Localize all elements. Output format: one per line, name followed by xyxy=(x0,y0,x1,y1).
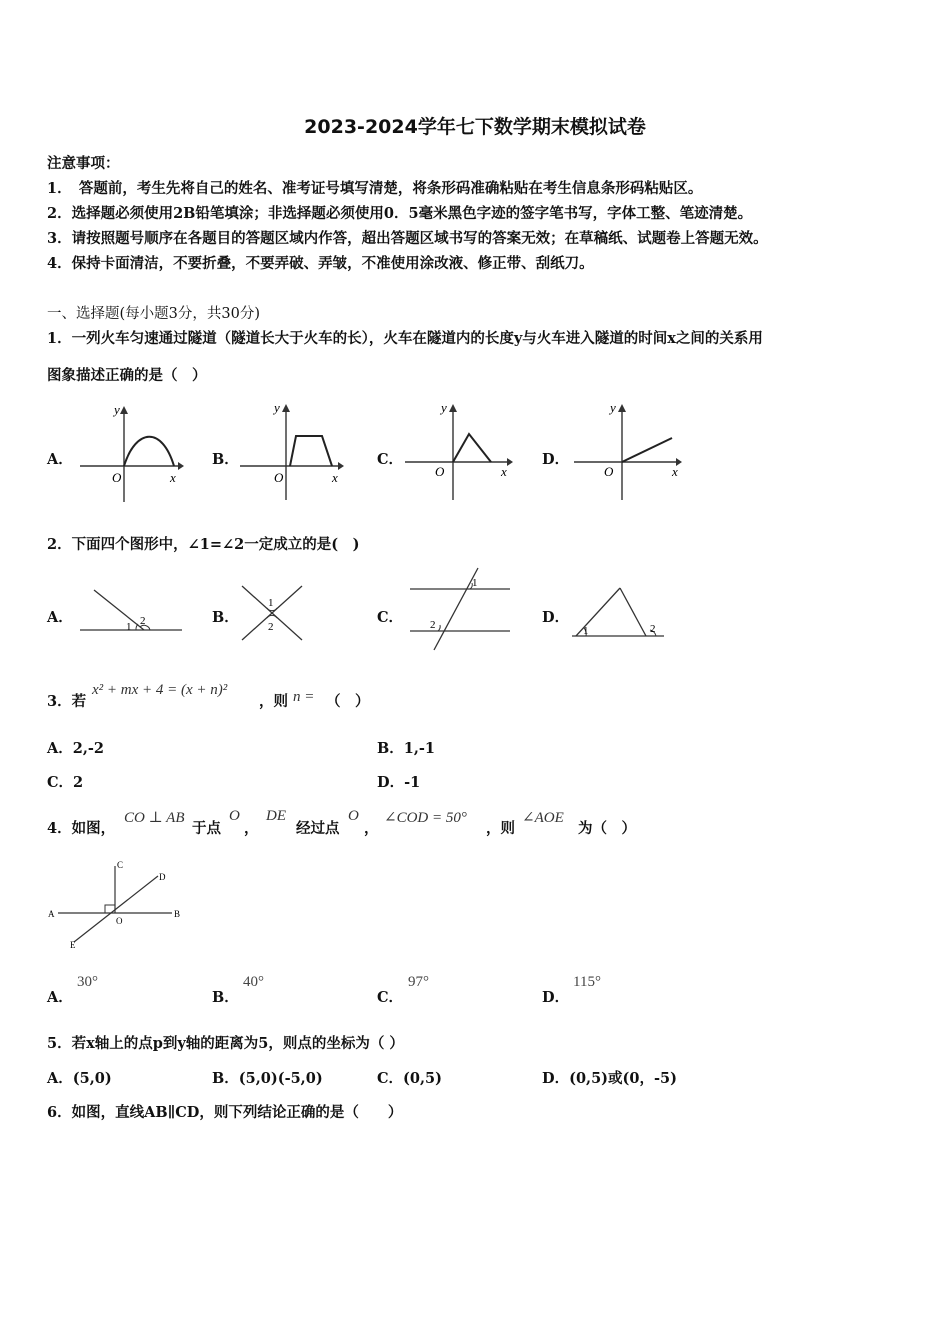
q4-text: 于点 xyxy=(192,820,221,837)
notice-item: 2．选择题必须使用2B铅笔填涂；非选择题必须使用0．5毫米黑色字迹的签字笔书写，字体工整、笔迹清楚。 xyxy=(47,205,753,222)
q4-text: 为（ ） xyxy=(578,820,636,837)
q6-stem: 6．如图，直线AB∥CD，则下列结论正确的是（ ） xyxy=(47,1104,403,1121)
q2-figure-c xyxy=(408,566,512,652)
q3-option-d[interactable]: D．-1 xyxy=(377,774,421,791)
q1-stem: 1．一列火车匀速通过隧道（隧道长大于火车的长），火车在隧道内的长度y与火车进入隧道的时间x之间的关系用 xyxy=(47,330,763,347)
q2-option-a-label[interactable]: A． xyxy=(47,609,73,626)
q1-graph-d xyxy=(572,396,687,504)
q4-option-c-label[interactable]: C． xyxy=(377,989,404,1006)
page-title: 2023-2024学年七下数学期末模拟试卷 xyxy=(304,116,646,138)
q3-middle: ，则 xyxy=(259,693,288,710)
origin-label: O xyxy=(604,464,614,479)
angle-1-label: 1 xyxy=(126,621,132,633)
point-e-label: E xyxy=(70,940,76,950)
y-axis-label: y xyxy=(274,400,280,415)
q5-option-b[interactable]: B．(5,0)(-5,0) xyxy=(212,1070,323,1087)
q2-option-b-label[interactable]: B． xyxy=(212,609,239,626)
q3-option-c[interactable]: C．2 xyxy=(47,774,84,791)
point-b-label: B xyxy=(174,909,181,919)
angle-2-label: 2 xyxy=(140,615,146,627)
notice-item: 3．请按照题号顺序在各题目的答题区域内作答，超出答题区域书写的答案无效；在草稿纸、试题卷上答题无效。 xyxy=(47,230,768,247)
q3-suffix: （ ） xyxy=(326,693,370,710)
angle-1-label: 1 xyxy=(268,597,274,609)
q4-text: ， xyxy=(244,820,259,837)
q3-unknown: n = xyxy=(293,689,315,705)
q4-angle-cod: ∠COD = 50° xyxy=(384,810,467,826)
section-heading: 一、选择题(每小题3分，共30分) xyxy=(47,306,260,322)
x-axis-label: x xyxy=(672,464,678,479)
q3-option-a[interactable]: A．2,-2 xyxy=(47,740,105,757)
q3-formula: x² + mx + 4 = (x + n)² xyxy=(92,682,228,698)
point-c-label: C xyxy=(117,860,124,870)
x-axis-label: x xyxy=(501,464,507,479)
q4-point-o: O xyxy=(229,808,240,824)
q4-line-de: DE xyxy=(266,808,286,824)
q2-option-d-label[interactable]: D． xyxy=(542,609,570,626)
q1-graph-c xyxy=(403,396,518,504)
q5-option-c[interactable]: C．(0,5) xyxy=(377,1070,442,1087)
y-axis-label: y xyxy=(114,402,120,417)
q4-option-a-value: 30° xyxy=(77,974,98,990)
angle-2-label: 2 xyxy=(268,621,274,633)
origin-label: O xyxy=(274,470,284,485)
q4-figure xyxy=(46,856,186,952)
q4-option-b-label[interactable]: B． xyxy=(212,989,239,1006)
q3-prefix: 3．若 xyxy=(47,693,87,710)
q1-graph-b xyxy=(238,396,348,504)
notice-heading: 注意事项： xyxy=(47,155,120,172)
q1-stem-line2: 图象描述正确的是（ ） xyxy=(47,367,207,384)
angle-1-label: 1 xyxy=(583,625,589,637)
point-o-label: O xyxy=(116,916,123,926)
q4-angle-aoe: ∠AOE xyxy=(522,810,564,826)
notice-item: 1． 答题前，考生先将自己的姓名、准考证号填写清楚，将条形码准确粘贴在考生信息条形码粘贴区。 xyxy=(47,180,703,197)
q1-option-a-label[interactable]: A． xyxy=(47,451,73,468)
q1-graph-a xyxy=(78,398,188,506)
q1-option-d-label[interactable]: D． xyxy=(542,451,570,468)
angle-2-label: 2 xyxy=(650,623,656,635)
point-d-label: D xyxy=(159,872,166,882)
y-axis-label: y xyxy=(610,400,616,415)
q2-stem: 2．下面四个图形中，∠1=∠2一定成立的是( ) xyxy=(47,536,360,553)
x-axis-label: x xyxy=(332,470,338,485)
q4-option-d-label[interactable]: D． xyxy=(542,989,570,1006)
origin-label: O xyxy=(112,470,122,485)
q4-point-o: O xyxy=(348,808,359,824)
q1-option-c-label[interactable]: C． xyxy=(377,451,404,468)
q2-figure-a xyxy=(78,586,186,638)
point-a-label: A xyxy=(48,909,55,919)
q4-prefix: 4．如图， xyxy=(47,820,116,837)
q4-text: 经过点 xyxy=(296,820,340,837)
q5-stem: 5．若x轴上的点p到y轴的距离为5，则点的坐标为（ ） xyxy=(47,1035,404,1052)
q5-option-a[interactable]: A．(5,0) xyxy=(47,1070,112,1087)
q4-option-d-value: 115° xyxy=(573,974,601,990)
q2-option-c-label[interactable]: C． xyxy=(377,609,404,626)
q2-figure-d xyxy=(570,582,666,640)
angle-1-label: 1 xyxy=(472,577,478,589)
q4-option-c-value: 97° xyxy=(408,974,429,990)
notice-item: 4．保持卡面清洁，不要折叠，不要弄破、弄皱，不准使用涂改液、修正带、刮纸刀。 xyxy=(47,255,594,272)
q4-condition-perpendicular: CO ⊥ AB xyxy=(124,810,185,826)
origin-label: O xyxy=(435,464,445,479)
q4-option-a-label[interactable]: A． xyxy=(47,989,73,1006)
q2-figure-b xyxy=(238,582,306,644)
angle-2-label: 2 xyxy=(430,619,436,631)
q4-text: ，则 xyxy=(486,820,515,837)
q5-option-d[interactable]: D．(0,5)或(0，-5) xyxy=(542,1070,677,1087)
q3-option-b[interactable]: B．1,-1 xyxy=(377,740,436,757)
y-axis-label: y xyxy=(441,400,447,415)
q4-option-b-value: 40° xyxy=(243,974,264,990)
x-axis-label: x xyxy=(170,470,176,485)
q4-text: ， xyxy=(364,820,379,837)
q1-option-b-label[interactable]: B． xyxy=(212,451,239,468)
